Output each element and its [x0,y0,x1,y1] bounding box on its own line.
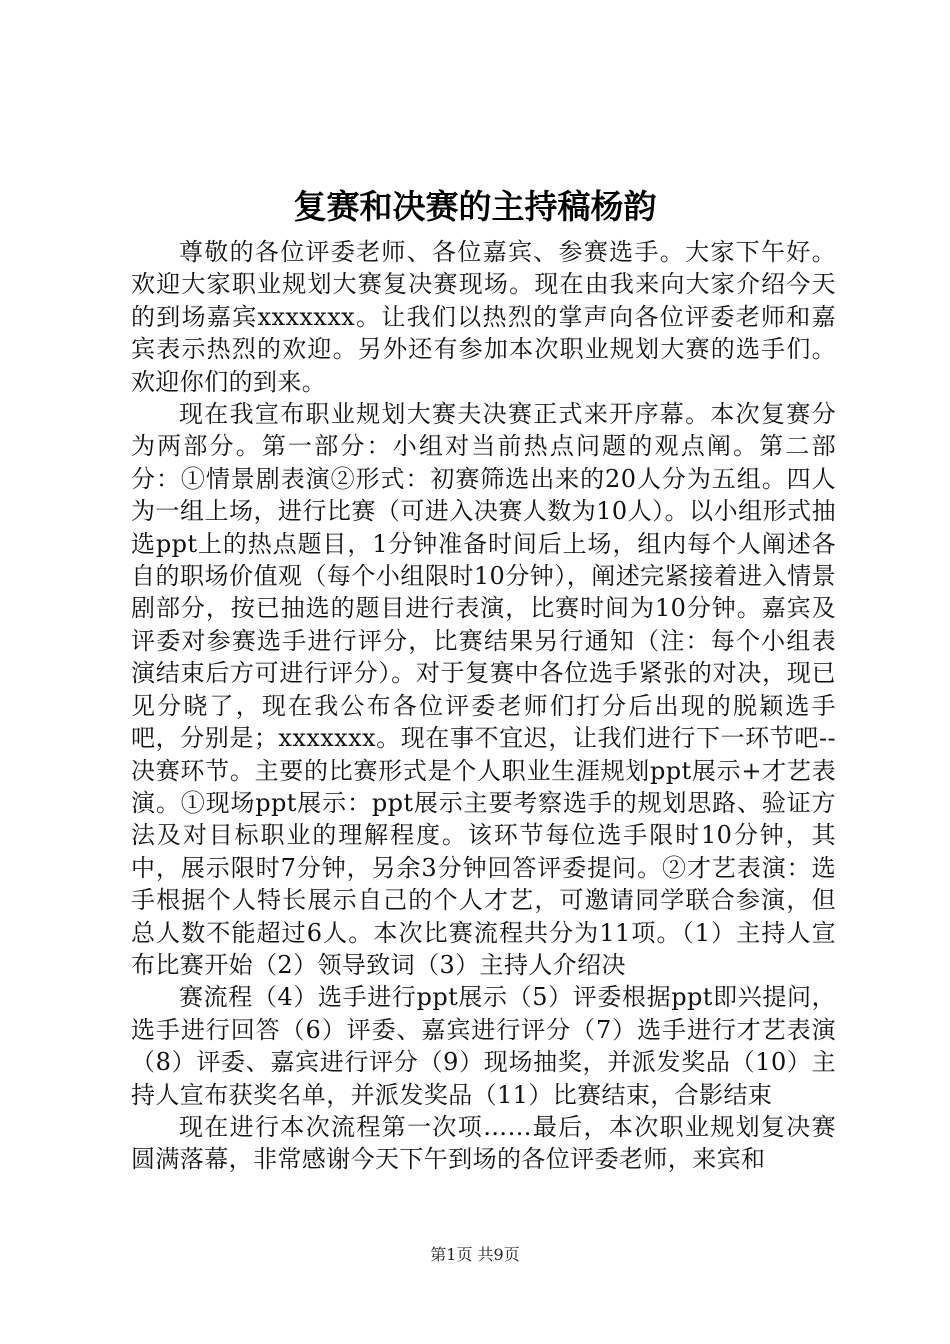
document-title: 复赛和决赛的主持稿杨韵 [293,187,657,226]
paragraph-competition-rules: 现在我宣布职业规划大赛夫决赛正式来开序幕。本次复赛分为两部分。第一部分：小组对当前热点问题的观点阐。第二部分：①情景剧表演②形式：初赛筛选出来的20人分为五组。四人为一组上场，进行比赛（可进入决赛人数为10人）。以小组形式抽选ppt上的热点题目，1分钟准备时间后上场，组内每个人阐述各自的职场价值观（每个小组限时10分钟），阐述完紧接着进入情景剧部分，按已抽选的题目进行表演，比赛时间为10分钟。嘉宾及评委对参赛选手进行评分，比赛结果另行通知（注：每个小组表演结束后方可进行评分）。对于复赛中各位选手紧张的对决，现已见分晓了，现在我公布各位评委老师们打分后出现的脱颖选手吧，分别是；xxxxxxx。现在事不宜迟，让我们进行下一环节吧--决赛环节。主要的比赛形式是个人职业生涯规划ppt展示+才艺表演。①现场ppt展示：ppt展示主要考察选手的规划思路、验证方法及对目标职业的理解程度。该环节每位选手限时10分钟，其中，展示限时7分钟，另余3分钟回答评委提问。②才艺表演：选手根据个人特长展示自己的个人才艺，可邀请同学联合参演，但总人数不能超过6人。本次比赛流程共分为11项。（1）主持人宣布比赛开始（2）领导致词（3）主持人介绍决 [131,400,836,979]
page-footer: 第1页 共9页 [430,1245,520,1264]
document-body [131,236,836,1176]
paragraph-greeting: 尊敬的各位评委老师、各位嘉宾、参赛选手。大家下午好。欢迎大家职业规划大赛复决赛现场。现在由我来向大家介绍今天的到场嘉宾xxxxxxx。让我们以热烈的掌声向各位评委老师和嘉宾表示热烈的欢迎。另外还有参加本次职业规划大赛的选手们。欢迎你们的到来。 [131,238,836,396]
paragraph-final-process: 赛流程（4）选手进行ppt展示（5）评委根据ppt即兴提问，选手进行回答（6）评委、嘉宾进行评分（7）选手进行才艺表演（8）评委、嘉宾进行评分（9）现场抽奖，并派发奖品（10）主持人宣布获奖名单，并派发奖品（11）比赛结束，合影结束 [131,983,836,1109]
paragraph-closing: 现在进行本次流程第一次项……最后，本次职业规划复决赛圆满落幕，非常感谢今天下午到场的各位评委老师，来宾和 [131,1112,836,1174]
